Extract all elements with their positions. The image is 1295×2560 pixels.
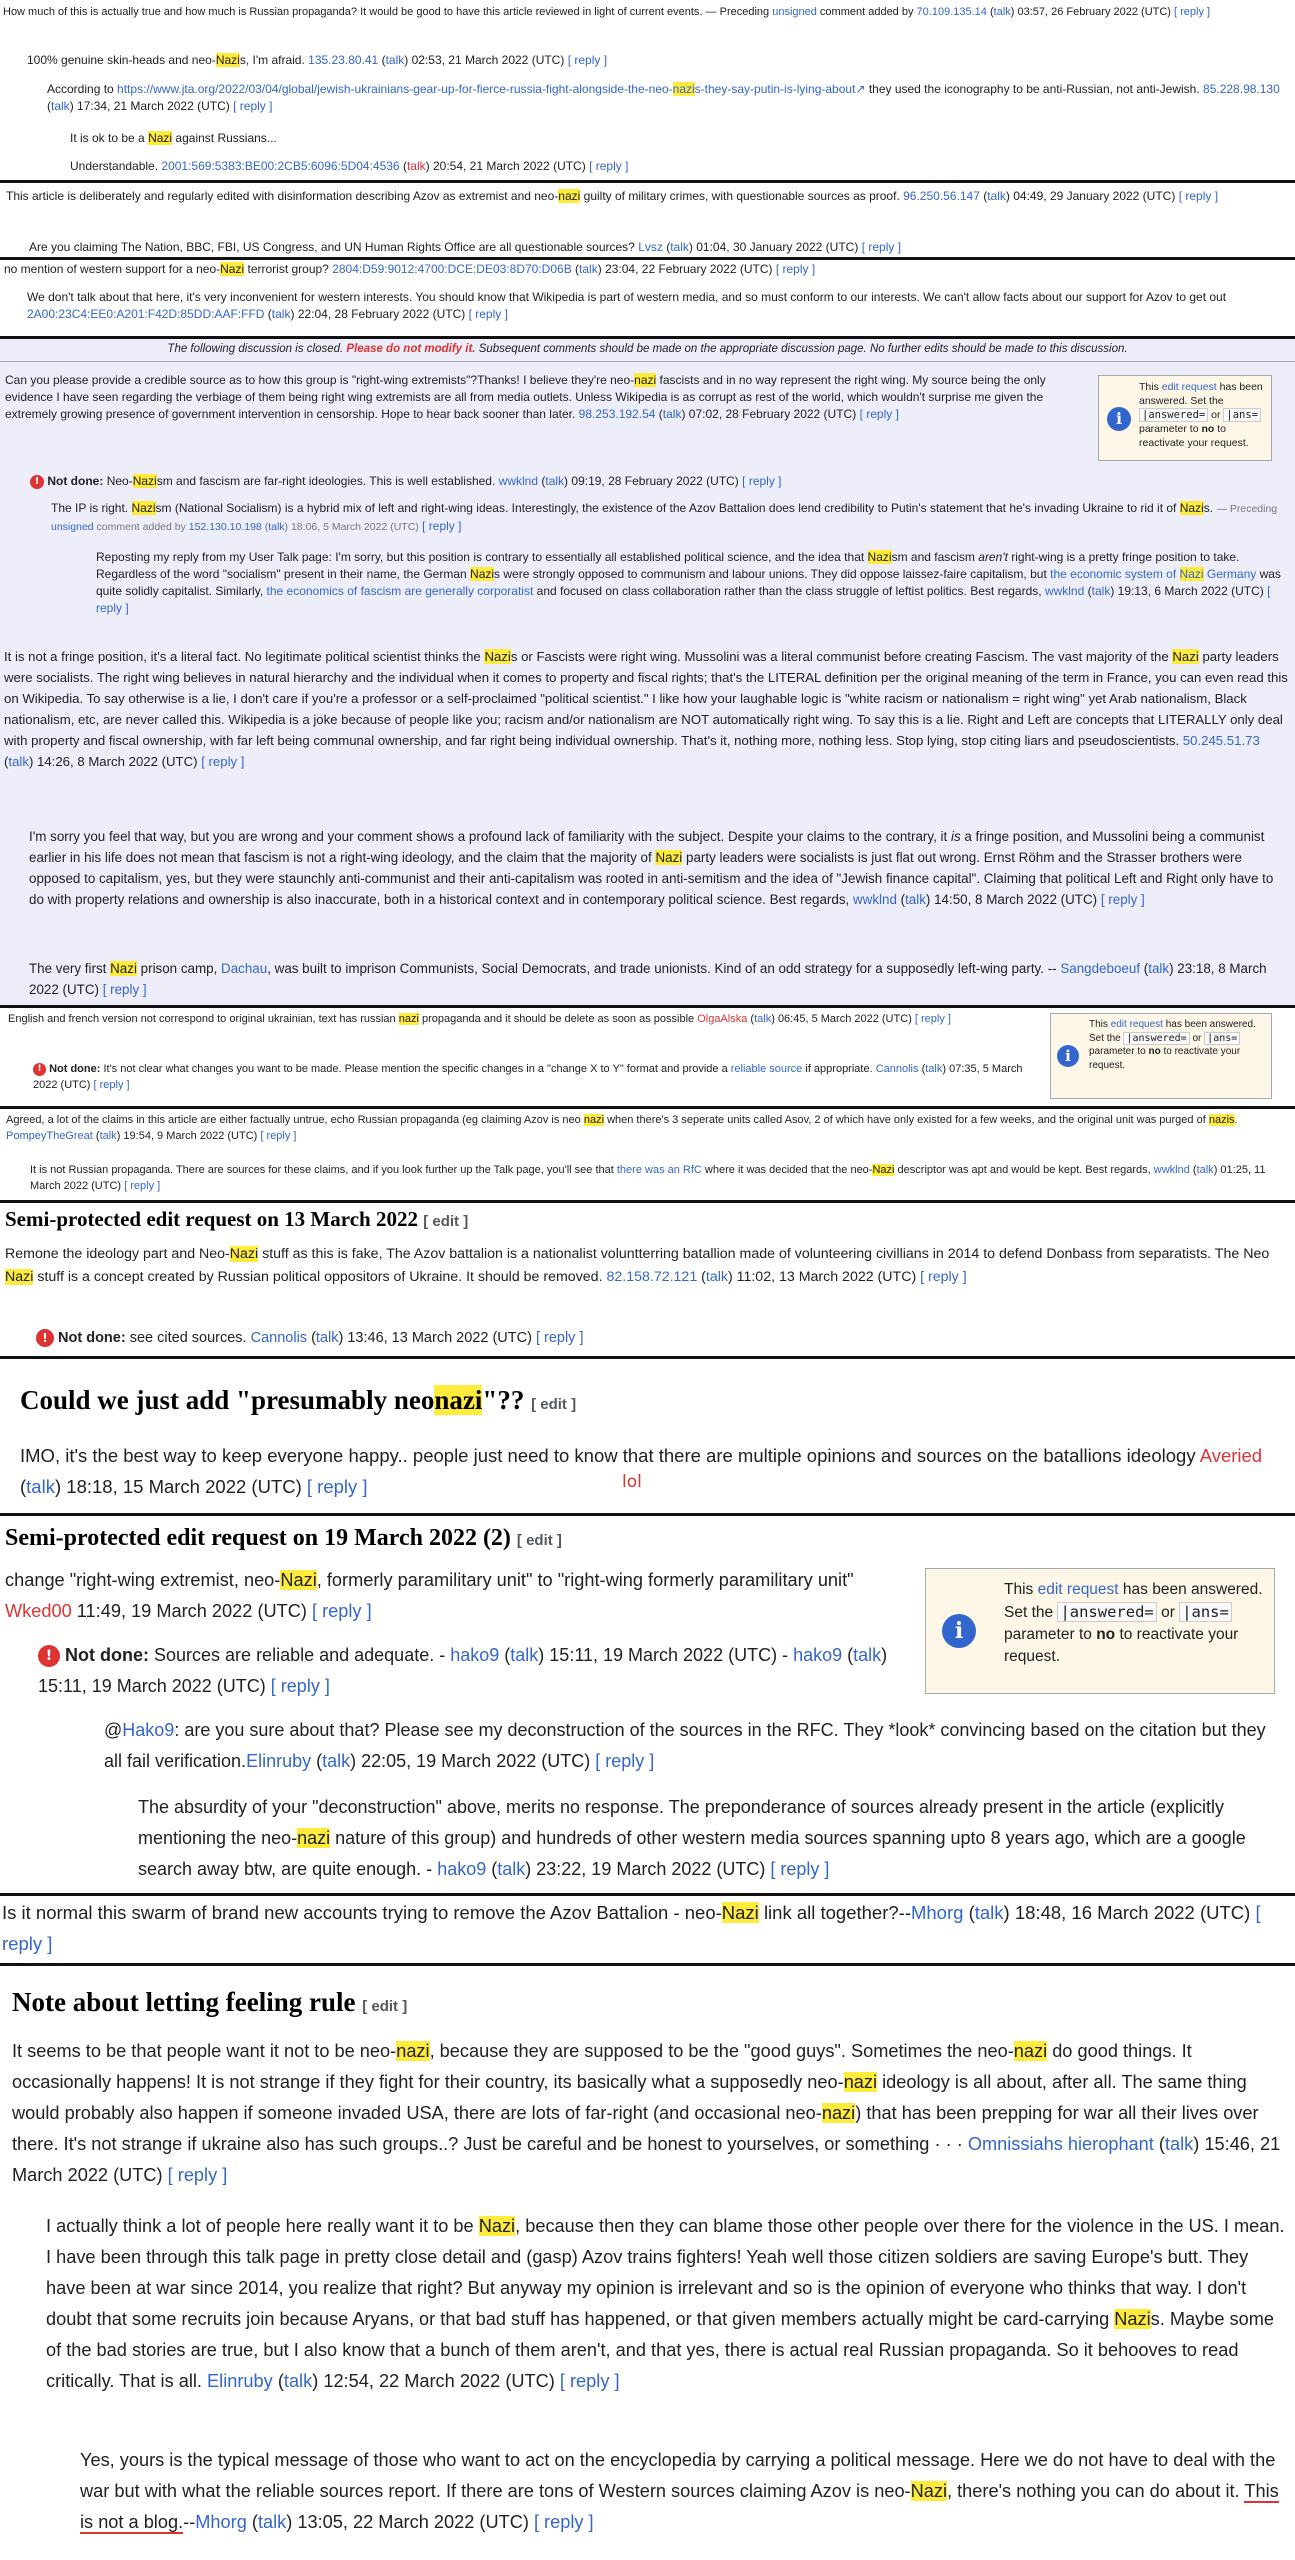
comment-reply: It is not Russian propaganda. There are sources for these claims, and if you look further up the Talk page, you'll see that there was an RfC where it was decided that the neo-Nazi descriptor was apt and would be kept. Best regards, wwklnd (talk) 01:25, 11 March 2022 (UTC) [ reply ] — [30, 1164, 1266, 1192]
reply-link[interactable]: [ reply ] — [775, 262, 816, 276]
not-done-icon: ! — [33, 1063, 46, 1076]
reply-link[interactable]: [ reply ] — [595, 1751, 655, 1771]
section-western-support — [0, 261, 1295, 336]
reply-link[interactable]: [ reply ] — [93, 1079, 130, 1091]
not-done-icon: ! — [36, 1329, 54, 1347]
reply-link[interactable]: [ reply ] — [1174, 6, 1211, 18]
talk-link[interactable]: talk — [1164, 2134, 1194, 2154]
not-done-reply: ! Not done: Sources are reliable and adequate. - hako9 (talk) 15:11, 19 March 2022 (UTC) - hako9 (talk) 15:11, 19 March 2022 (UTC) [ reply ] — [38, 1645, 888, 1696]
comment-reply: Yes, yours is the typical message of those who want to act on the encyclopedia by carrying a political message. Here we do not have to deal with the war but with what the reliable sources report. If there are tons of Western sources claiming Azov is neo-Nazi, there's nothing you can do about it. This is not a blog.--Mhorg (talk) 13:05, 22 March 2022 (UTC) [ reply ] — [80, 2450, 1279, 2532]
user-link[interactable]: hako9 — [793, 1645, 843, 1665]
user-link[interactable]: hako9 — [437, 1859, 487, 1879]
user-link[interactable]: Elinruby — [207, 2371, 273, 2391]
wiki-link[interactable]: the economic system of Nazi Germany — [1050, 567, 1257, 581]
reply-link[interactable]: [ reply ] — [861, 240, 902, 254]
comment-reply: The absurdity of your "deconstruction" above, merits no response. The preponderance of sources already present in the article (explicitly mentioning the neo-nazi nature of this group) and hundreds of other western media sources spanning upto 8 years ago, which are a google search away btw, are quite enough. - hako9 (talk) 23:22, 19 March 2022 (UTC) [ reply ] — [138, 1797, 1246, 1879]
comment-reply: The IP is right. Nazism (National Socialism) is a hybrid mix of left and right-wing ideas. Interestingly, the existence of the Azov Battalion does lend credibility to Putin's statement that he's invading Ukraine to rid it of Nazis. — Preceding unsigned comment added by 152.130.10.198 (talk) 18:06, 5 March 2022 (UTC) [ reply ] — [51, 501, 1278, 533]
user-link[interactable]: 2001:569:5383:BE00:2CB5:6096:5D04:4536 — [161, 159, 400, 173]
user-link[interactable]: PompeyTheGreat — [6, 1130, 93, 1142]
section-heading: Semi-protected edit request on 19 March 2022 (2) [ edit ] — [5, 1525, 562, 1551]
reply-link[interactable]: [ reply ] — [233, 99, 273, 113]
user-link[interactable]: 2804:D59:9012:4700:DCE:DE03:8D70:D06B — [332, 262, 572, 276]
not-done-icon: ! — [30, 475, 44, 489]
talk-link[interactable]: talk — [993, 6, 1011, 18]
talk-link[interactable]: talk — [545, 474, 565, 488]
rfc-link[interactable]: there was an RfC — [616, 1164, 702, 1176]
section-letting-feeling-rule — [0, 1966, 1295, 2560]
closed-notice: The following discussion is closed. Please do not modify it. Subsequent comments should be made on the appropriate discussion page. No further edits should be made to this discussion. — [167, 343, 1128, 355]
user-link[interactable]: Mhorg — [195, 2512, 247, 2532]
unsigned-link[interactable]: unsigned — [772, 6, 817, 18]
not-done-reply: ! Not done: see cited sources. Cannolis (talk) 13:46, 13 March 2022 (UTC) [ reply ] — [36, 1327, 1276, 1350]
info-icon: i — [942, 1614, 976, 1648]
talk-link[interactable]: talk — [1091, 584, 1111, 598]
comment: Remone the ideology part and Neo-Nazi stuff as this is fake, The Azov battalion is a nationalist voluntterring batallion made of volunteering civillians in 2014 to defend Donbass from separatists. The Neo Nazi stuff is a concept created by Russian political oppositors of Ukraine. It should be removed. 82.158.72.121 (talk) 11:02, 13 March 2022 (UTC) [ reply ] — [5, 1246, 1270, 1285]
user-link[interactable]: 98.253.192.54 — [578, 407, 656, 421]
user-link[interactable]: 50.245.51.73 — [1182, 733, 1260, 748]
edit-section-link[interactable]: [ edit ] — [516, 1532, 562, 1549]
talk-link[interactable]: talk — [925, 1063, 943, 1075]
closed-discussion — [0, 339, 1295, 1005]
reply-link[interactable]: [ reply ] — [2, 1902, 1261, 1954]
user-link[interactable]: Averied — [1199, 1445, 1263, 1466]
comment: Agreed, a lot of the claims in this article are either factually untrue, echo Russian propaganda (eg claiming Azov is neo nazi when there's 3 seperate units called Asov, 2 of which have only existed for a few weeks, and the original unit was purged of nazis. PompeyTheGreat (talk) 19:54, 9 March 2022 (UTC) [ reply ] — [6, 1114, 1238, 1142]
reply-link[interactable]: [ reply ] — [201, 754, 245, 769]
talk-link[interactable]: talk — [974, 1902, 1004, 1923]
divider — [0, 180, 1295, 183]
comment-reply: We don't talk about that here, it's very inconvenient for western interests. You should know that Wikipedia is part of western media, and so must conform to our interests. We can't allow facts about our support for Azov to get out 2A00:23C4:EE0:A201:F42D:85DD:AAF:FFD (talk) 22:04, 28 February 2022 (UTC) [ reply ] — [27, 290, 1227, 321]
divider — [0, 1893, 1295, 1896]
talk-link[interactable]: talk — [754, 1013, 772, 1025]
answered-notice-box: i This edit request has been answered. Set the |answered= or |ans= parameter to no to reactivate your request. — [1050, 1013, 1272, 1099]
user-link[interactable]: 82.158.72.121 — [606, 1269, 698, 1285]
section-edit-request-19-march — [0, 1516, 1295, 1893]
comment-reply: I'm sorry you feel that way, but you are wrong and your comment shows a profound lack of familiarity with the subject. Despite your claims to the contrary, it is a fringe position, and Mussolini being a communist earlier in his life does not mean that fascism is not a right-wing ideology, and the claim that the majority of Nazi party leaders were socialists is just flat out wrong. Ernst Röhm and the Strasser brothers were opposed to capitalism, yes, but they were staunchly anti-communist and their anti-capitalism was rooted in anti-semitism and the idea of "Jewish finance capital". Claiming that political Left and Right only have to do with property relations and ownership is also inaccurate, both in a historical context and in contemporary political science. Best regards, wwklnd (talk) 14:50, 8 March 2022 (UTC) [ reply ] — [29, 829, 1274, 907]
section-russian-propaganda — [0, 0, 1295, 178]
reply-link[interactable]: [ reply ] — [1178, 189, 1219, 203]
talk-link[interactable]: talk — [99, 1130, 117, 1142]
section-ukrainian-version — [0, 1009, 1295, 1106]
section-heading: Could we just add "presumably neonazi"?? [ edit ] — [20, 1385, 577, 1415]
comment: IMO, it's the best way to keep everyone happy.. people just need to know that there are multiple opinions and sources on the batallions ideology Averied (talk) 18:18, 15 March 2022 (UTC) [ reply ] — [20, 1445, 1263, 1497]
unsigned-link[interactable]: unsigned — [51, 521, 94, 533]
info-icon: i — [1107, 407, 1131, 431]
info-icon: i — [1057, 1045, 1079, 1067]
talk-link[interactable]: talk — [315, 1330, 339, 1346]
reply-link[interactable]: [ reply ] — [742, 474, 782, 488]
reply-link[interactable]: [ reply ] — [559, 2371, 620, 2391]
talk-link[interactable]: talk — [257, 2512, 287, 2532]
user-link[interactable]: Omnissiahs hierophant — [967, 2134, 1154, 2154]
edit-request-link[interactable]: edit request — [1037, 1581, 1119, 1598]
user-link[interactable]: Cannolis — [250, 1330, 308, 1346]
answered-notice-box: i This edit request has been answered. Set the |answered= or |ans= parameter to no to reactivate your request. — [1098, 375, 1272, 461]
edit-request-link[interactable]: edit request — [1110, 1019, 1163, 1030]
edit-section-link[interactable]: [ edit ] — [362, 1998, 408, 2015]
reply-link[interactable]: [ reply ] — [533, 2512, 594, 2532]
divider — [0, 1356, 1295, 1359]
talk-link[interactable]: talk — [579, 262, 598, 276]
reply-link[interactable]: [ reply ] — [859, 407, 899, 421]
section-new-accounts — [0, 1897, 1295, 1963]
user-link[interactable]: Cannolis — [875, 1063, 919, 1075]
reply-link[interactable]: [ reply ] — [567, 53, 608, 67]
reply-link[interactable]: [ reply ] — [102, 982, 147, 997]
talk-link[interactable]: talk — [662, 407, 682, 421]
talk-link[interactable]: talk — [497, 1859, 526, 1879]
user-link[interactable]: wwklnd — [852, 892, 897, 907]
comment-reply: It is ok to be a Nazi against Russians... — [70, 131, 277, 145]
handwritten-annotation: lol — [622, 1472, 642, 1492]
edit-section-link[interactable]: [ edit ] — [423, 1213, 469, 1230]
reply-link[interactable]: [ reply ] — [468, 307, 508, 321]
comment: no mention of western support for a neo-Nazi terrorist group? 2804:D59:9012:4700:DCE:DE03:8D70:D06B (talk) 23:04, 22 February 2022 (UTC) [ reply ] — [4, 262, 816, 276]
comment-question: How much of this is actually true and how much is Russian propaganda? It would be good to have this article reviewed in light of current events. — Preceding unsigned comment added by 70.109.135.14 (talk) 03:57, 26 February 2022 (UTC) [ reply ] — [3, 6, 1211, 18]
section-heading: Note about letting feeling rule [ edit ] — [12, 1987, 408, 2017]
reply-link[interactable]: [ reply ] — [96, 584, 1271, 615]
comment: English and french version not correspond to original ukrainian, text has russian nazi propaganda and it should be delete as soon as possible OlgaAlska (talk) 06:45, 5 March 2022 (UTC) [ reply ] — [8, 1013, 951, 1025]
section-disinformation — [0, 184, 1295, 257]
edit-section-link[interactable]: [ edit ] — [531, 1396, 577, 1413]
comment: Is it normal this swarm of brand new accounts trying to remove the Azov Battalion - neo-Nazi link all together?--Mhorg (talk) 18:48, 16 March 2022 (UTC) [ reply ] — [2, 1902, 1261, 1954]
talk-link[interactable]: talk — [26, 1476, 55, 1497]
talk-link[interactable]: talk — [406, 159, 426, 173]
reply-link[interactable]: [ reply ] — [124, 1180, 161, 1192]
reply-link[interactable]: [ reply ] — [312, 1601, 372, 1621]
section-edit-request-13-march — [0, 1203, 1295, 1356]
dachau-link[interactable]: Dachau — [221, 961, 268, 976]
reply-link[interactable]: [ reply ] — [770, 1859, 830, 1879]
reliable-source-link[interactable]: reliable source — [730, 1063, 803, 1075]
comment: This article is deliberately and regularly edited with disinformation describing Azov as extremist and neo-nazi guilty of military crimes, with questionable sources as proof. 96.250.56.147 (talk) 04:49, 29 January 2022 (UTC) [ reply ] — [6, 189, 1219, 203]
talk-link[interactable]: talk — [705, 1269, 728, 1285]
wiki-link[interactable]: the economics of fascism are generally corporatist — [266, 584, 534, 598]
talk-link[interactable]: talk — [670, 240, 689, 254]
answered-notice-box: i This edit request has been answered. Set the |answered= or |ans= parameter to no to reactivate your request. — [925, 1568, 1275, 1694]
user-link[interactable]: wwklnd — [498, 474, 539, 488]
user-link[interactable]: Wked00 — [5, 1601, 72, 1621]
not-done-reply: ! Not done: It's not clear what changes you want to be made. Please mention the specific changes in a "change X to Y" format and provide a reliable source if appropriate. Cannolis (talk) 07:35, 5 March 2022 (UTC) [ reply ] — [33, 1063, 1023, 1091]
user-link[interactable]: 152.130.10.198 — [188, 521, 262, 533]
talk-link[interactable]: talk — [853, 1645, 882, 1665]
user-link[interactable]: Elinruby — [246, 1751, 312, 1771]
section-heading: Semi-protected edit request on 13 March 2022 [ edit ] — [5, 1207, 469, 1231]
talk-link[interactable]: talk — [1148, 961, 1170, 976]
comment-reply: According to https://www.jta.org/2022/03/04/global/jewish-ukrainians-gear-up-for-fierce-russia-fight-alongside-the-neo-nazis-they-say-putin-is-lying-about↗ they used the iconography to be anti-Russian, not anti-Jewish. 85.228.98.130 (talk) 17:34, 21 March 2022 (UTC) [ reply ] — [47, 82, 1280, 113]
user-link[interactable]: 135.23.80.41 — [308, 53, 379, 67]
reply-link[interactable]: [ reply ] — [920, 1269, 967, 1285]
talk-link[interactable]: talk — [322, 1751, 351, 1771]
reply-link[interactable]: [ reply ] — [270, 1676, 330, 1696]
comment: change "right-wing extremist, neo-Nazi, formerly paramilitary unit" to "right-wing formerly paramilitary unit" Wked00 11:49, 19 March 2022 (UTC) [ reply ] — [5, 1570, 854, 1621]
section-presumably-neonazi — [0, 1360, 1295, 1513]
edit-request-link[interactable]: edit request — [1161, 381, 1217, 393]
comment-reply: The very first Nazi prison camp, Dachau, was built to imprison Communists, Social Democrats, and trade unionists. Kind of an odd strategy for a supposedly left-wing party. -- Sangdeboeuf (talk) 23:18, 8 March 2022 (UTC) [ reply ] — [29, 961, 1267, 997]
comment-reply: Reposting my reply from my User Talk page: I'm sorry, but this position is contrary to essentially all established political science, and the idea that Nazism and fascism aren't right-wing is a pretty fringe position to take. Regardless of the word "socialism" present in their name, the German Nazis were strongly opposed to communism and labour unions. They did oppose laissez-faire capitalism, but the economic system of Nazi Germany was quite solidly capitalist. Similarly, the economics of fascism are generally corporatist and focused on class collaboration rather than the class struggle of leftist politics. Best regards, wwklnd (talk) 19:13, 6 March 2022 (UTC) [ reply ] — [96, 550, 1281, 615]
user-link[interactable]: 85.228.98.130 — [1203, 82, 1280, 96]
comment-reply: I actually think a lot of people here really want it to be Nazi, because then they can blame those other people over there for the violence in the US. I mean. I have been through this talk page in pretty close detail and (gasp) Azov trains fighters! Yeah well those citizen soldiers are saving Europe's butt. They have been at war since 2014, you realize that right? But anyway my opinion is irrelevant and so is the opinion of everyone who thinks that way. I don't doubt that some recruits join because Aryans, or that bad stuff has happened, or that given members actually might be card-carrying Nazis. Maybe some of the bad stories are true, but I also know that a bunch of them aren't, and that yes, there is actual real Russian propaganda. So it behooves to read critically. That is all. Elinruby (talk) 12:54, 22 March 2022 (UTC) [ reply ] — [46, 2216, 1285, 2391]
talk-link[interactable]: talk — [905, 892, 926, 907]
reply-link[interactable]: [ reply ] — [306, 1476, 368, 1497]
comment-reply: Are you claiming The Nation, BBC, FBI, US Congress, and UN Human Rights Office are all questionable sources? Lvsz (talk) 01:04, 30 January 2022 (UTC) [ reply ] — [29, 240, 902, 254]
user-link[interactable]: OlgaAlska — [697, 1013, 748, 1025]
comment-question: Can you please provide a credible source as to how this group is "right-wing extremists"?Thanks! I believe they're neo-nazi fascists and in no way represent the right wing. My source being the only evidence I have seen regarding the verbiage of them being right wing extremists are all from media outlets. Unless Wikipedia is as corrupt as rest of the world, which wouldn't surprise me given the extremely growing presence of government intervention in censorship. Hope to hear back sooner than later. 98.253.192.54 (talk) 07:02, 28 February 2022 (UTC) [ reply ] — [5, 373, 1046, 421]
talk-link[interactable]: talk — [987, 189, 1006, 203]
reply-link[interactable]: [ reply ] — [260, 1130, 297, 1142]
user-link[interactable]: hako9 — [450, 1645, 500, 1665]
reply-link[interactable]: [ reply ] — [167, 2165, 228, 2185]
reply-link[interactable]: [ reply ] — [914, 1013, 951, 1025]
user-link[interactable]: 2A00:23C4:EE0:A201:F42D:85DD:AAF:FFD — [27, 307, 265, 321]
talk-link[interactable]: talk — [8, 754, 29, 769]
comment-reply: It is not a fringe position, it's a literal fact. No legitimate political scientist thinks the Nazis or Fascists were right wing. Mussolini was a literal communist before creating Fascism. The vast majority of the Nazi party leaders were socialists. The right wing believes in natural hierarchy and the individual when it comes to property and fiscal rights; that's the LITERAL definition per the original meaning of the term in France, you can even read this on Wikipedia. To say otherwise is a lie, I don't care if you're a professor or a self-proclaimed "political scientist." I like how your laughable logic is "white racism or nationalism = right wing" yet Arab nationalism, Black nationalism, etc, are never called this. Wikipedia is a joke because of people like you; racism and/or nationalism are NOT automatically right wing. To say this is a lie. Right and Left are concepts that LITERALLY only deal with property and fiscal ownership, with far left being communal ownership, and far right being individual ownership. That's it, nothing more, nothing less. Stop lying, stop citing liars and pseudoscientists. 50.245.51.73 (talk) 14:26, 8 March 2022 (UTC) [ reply ] — [4, 649, 1288, 769]
reply-link[interactable]: [ reply ] — [589, 159, 629, 173]
user-link[interactable]: 96.250.56.147 — [903, 189, 980, 203]
external-link[interactable]: https://www.jta.org/2022/03/04/global/jewish-ukrainians-gear-up-for-fierce-russia-fight-alongside-the-neo-nazis-they-say-putin-is-lying-about — [117, 82, 856, 96]
talk-link[interactable]: talk — [1196, 1164, 1214, 1176]
user-link[interactable]: Sangdeboeuf — [1060, 961, 1141, 976]
divider — [0, 1106, 1295, 1109]
user-link[interactable]: Mhorg — [910, 1902, 964, 1923]
not-done-reply: ! Not done: Neo-Nazism and fascism are far-right ideologies. This is well established. wwklnd (talk) 09:19, 28 February 2022 (UTC) [ reply ] — [30, 473, 1280, 490]
reply-link[interactable]: [ reply ] — [1100, 892, 1145, 907]
talk-link[interactable]: talk — [51, 99, 70, 113]
comment-reply: Understandable. 2001:569:5383:BE00:2CB5:6096:5D04:4536 (talk) 20:54, 21 March 2022 (UTC) [ reply ] — [70, 159, 629, 173]
comment-reply: 100% genuine skin-heads and neo-Nazis, I'm afraid. 135.23.80.41 (talk) 02:53, 21 March 2022 (UTC) [ reply ] — [27, 53, 608, 67]
comment-reply: @Hako9: are you sure about that? Please see my deconstruction of the sources in the RFC. They *look* convincing based on the citation but they all fail verification.Elinruby (talk) 22:05, 19 March 2022 (UTC) [ reply ] — [104, 1720, 1266, 1771]
mention-link[interactable]: Hako9 — [122, 1720, 175, 1740]
talk-link[interactable]: talk — [271, 307, 291, 321]
divider — [0, 1005, 1295, 1008]
user-link[interactable]: Lvsz — [638, 240, 663, 254]
user-link[interactable]: wwklnd — [1044, 584, 1085, 598]
not-done-icon: ! — [38, 1645, 60, 1667]
underlined-annotation: This is not a blog. — [80, 2481, 1279, 2532]
talk-link[interactable]: talk — [268, 521, 285, 533]
talk-link[interactable]: talk — [510, 1645, 539, 1665]
talk-link[interactable]: talk — [283, 2371, 313, 2391]
user-link[interactable]: wwklnd — [1153, 1164, 1190, 1176]
external-link-icon: ↗ — [855, 82, 866, 96]
reply-link[interactable]: [ reply ] — [422, 519, 462, 533]
user-link[interactable]: 70.109.135.14 — [916, 6, 987, 18]
talk-link[interactable]: talk — [385, 53, 405, 67]
divider — [0, 257, 1295, 260]
section-factually-untrue — [0, 1110, 1295, 1200]
comment: It seems to be that people want it not to be neo-nazi, because they are supposed to be the "good guys". Sometimes the neo-nazi do good things. It occasionally happens! It is not strange if they fight for their country, its basically what a supposedly neo-nazi ideology is all about, after all. The same thing would probably also happen if someone invaded USA, there are lots of far-right (and occasional neo-nazi) that has been prepping for war all their lives over there. It's not strange if ukraine also has such groups..? Just be careful and be honest to yourselves, or something · · · Omnissiahs hierophant (talk) 15:46, 21 March 2022 (UTC) [ reply ] — [12, 2041, 1281, 2185]
reply-link[interactable]: [ reply ] — [535, 1330, 584, 1346]
